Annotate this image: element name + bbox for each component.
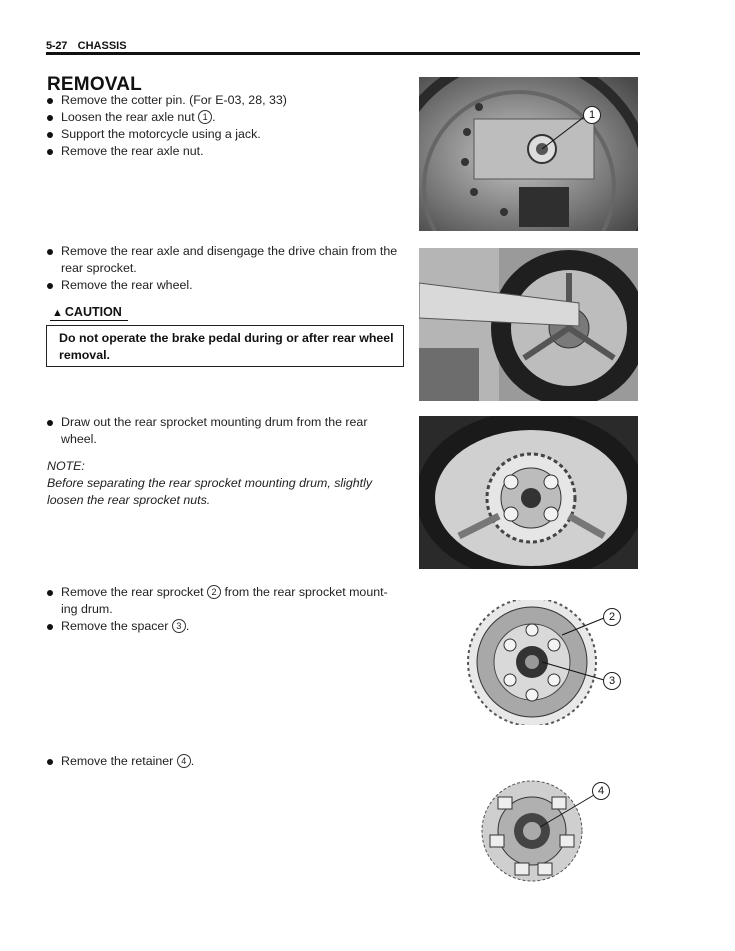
step-remove-axle-chain: Remove the rear axle and disengage the drive chain from the rear sprocket. <box>46 243 401 277</box>
photo-sprocket-drum <box>419 416 638 569</box>
photo-rear-axle-nut <box>419 77 638 231</box>
section-title: REMOVAL <box>47 74 142 95</box>
step-support-jack: Support the motorcycle using a jack. <box>46 126 401 143</box>
note-text: Before separating the rear sprocket mounting drum, slightly loosen the rear sprocket nuts. <box>47 476 373 507</box>
photo-rear-wheel-art <box>419 248 638 401</box>
step-remove-rear-wheel: Remove the rear wheel. <box>46 277 401 294</box>
step-cotter-pin: Remove the cotter pin. (For E-03, 28, 33) <box>46 92 401 109</box>
warning-triangle-icon: ▲ <box>52 307 63 319</box>
step-loosen-axle-nut: Loosen the rear axle nut 1 . <box>46 109 401 126</box>
photo-retainer <box>470 775 620 883</box>
note-label: NOTE: <box>47 459 85 473</box>
page-header <box>46 36 640 55</box>
callout-2: 2 <box>603 608 621 626</box>
chapter-title: CHASSIS <box>77 40 127 52</box>
step-draw-out-drum: Draw out the rear sprocket mounting drum from the rear wheel. <box>46 414 401 448</box>
callout-3: 3 <box>603 672 621 690</box>
removal-steps-5 <box>46 753 401 770</box>
photo-rear-axle-nut-art <box>419 77 638 231</box>
step-remove-spacer: Remove the spacer 3 . <box>46 618 401 635</box>
removal-steps-4 <box>46 584 401 635</box>
photo-sprocket-drum-art <box>419 416 638 569</box>
photo-sprocket-spacer <box>452 600 637 725</box>
step-remove-retainer: Remove the retainer 4 . <box>46 753 401 770</box>
removal-steps-3 <box>46 414 401 448</box>
caution-box: Do not operate the brake pedal during or after rear wheel removal. <box>46 325 404 367</box>
photo-rear-wheel <box>419 248 638 401</box>
callout-ref-2: 2 <box>207 585 221 599</box>
callout-4: 4 <box>592 782 610 800</box>
callout-ref-3: 3 <box>172 619 186 633</box>
callout-ref-1: 1 <box>198 110 212 124</box>
caution-heading: ▲ CAUTION <box>50 305 128 321</box>
removal-steps-1 <box>46 92 401 160</box>
step-remove-axle-nut: Remove the rear axle nut. <box>46 143 401 160</box>
step-remove-sprocket: Remove the rear sprocket 2 from the rear sprocket mount-ing drum. <box>46 584 401 618</box>
removal-steps-2 <box>46 243 401 294</box>
page-number: 5-27 <box>46 40 68 52</box>
callout-1: 1 <box>583 106 601 124</box>
callout-ref-4: 4 <box>177 754 191 768</box>
